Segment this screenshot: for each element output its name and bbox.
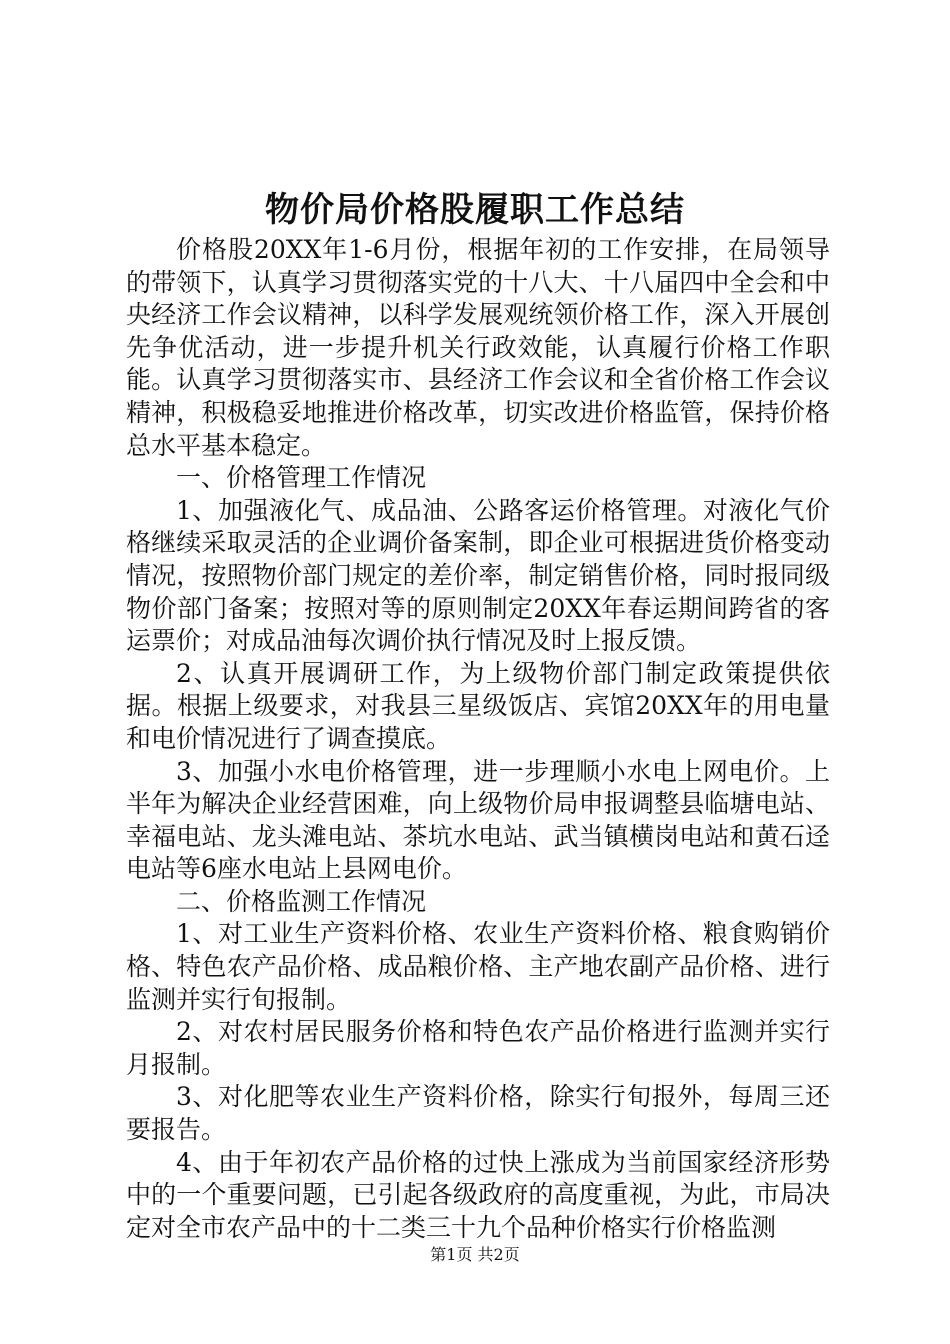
section-heading-price-monitoring: 二、价格监测工作情况 — [176, 886, 427, 916]
paragraph-monitoring-3: 3、对化肥等农业生产资料价格，除实行旬报外，每周三还要报告。 — [126, 1082, 830, 1145]
section-heading-price-management: 一、价格管理工作情况 — [176, 463, 427, 493]
document-title: 物价局价格股履职工作总结 — [265, 190, 685, 230]
paragraph-monitoring-4: 4、由于年初农产品价格的过快上涨成为当前国家经济形势中的一个重要问题，已引起各级政府的高度重视，为此，市局决定对全市农产品中的十二类三十九个品种价格实行价格监测 — [126, 1147, 830, 1242]
paragraph-monitoring-2: 2、对农村居民服务价格和特色农产品价格进行监测并实行月报制。 — [126, 1017, 830, 1079]
paragraph-management-1: 1、加强液化气、成品油、公路客运价格管理。对液化气价格继续采取灵活的企业调价备案制，即企业可根据进货价格变动情况，按照物价部门规定的差价率，制定销售价格，同时报同级物价部门备案；按照对等的原则制定20XX年春运期间跨省的客运票价；对成品油每次调价执行情况及时上报反馈。 — [126, 495, 830, 656]
paragraph-management-3: 3、加强小水电价格管理，进一步理顺小水电上网电价。上半年为解决企业经营困难，向上级物价局申报调整县临塘电站、幸福电站、龙头滩电站、茶坑水电站、武当镇横岗电站和黄石迳电站等6座水电站上县网电价。 — [126, 756, 830, 884]
page-footer: 第1页 共2页 — [430, 1245, 520, 1264]
document-body — [126, 234, 830, 1244]
paragraph-monitoring-1: 1、对工业生产资料价格、农业生产资料价格、粮食购销价格、特色农产品价格、成品粮价格、主产地农副产品价格、进行监测并实行旬报制。 — [126, 919, 830, 1014]
paragraph-management-2: 2、认真开展调研工作，为上级物价部门制定政策提供依据。根据上级要求，对我县三星级饭店、宾馆20XX年的用电量和电价情况进行了调查摸底。 — [126, 658, 830, 753]
paragraph-intro: 价格股20XX年1-6月份，根据年初的工作安排，在局领导的带领下，认真学习贯彻落实党的十八大、十八届四中全会和中央经济工作会议精神，以科学发展观统领价格工作，深入开展创先争优活动，进一步提升机关行政效能，认真履行价格工作职能。认真学习贯彻落实市、县经济工作会议和全省价格工作会议精神，积极稳妥地推进价格改革，切实改进价格监管，保持价格总水平基本稳定。 — [126, 235, 830, 460]
